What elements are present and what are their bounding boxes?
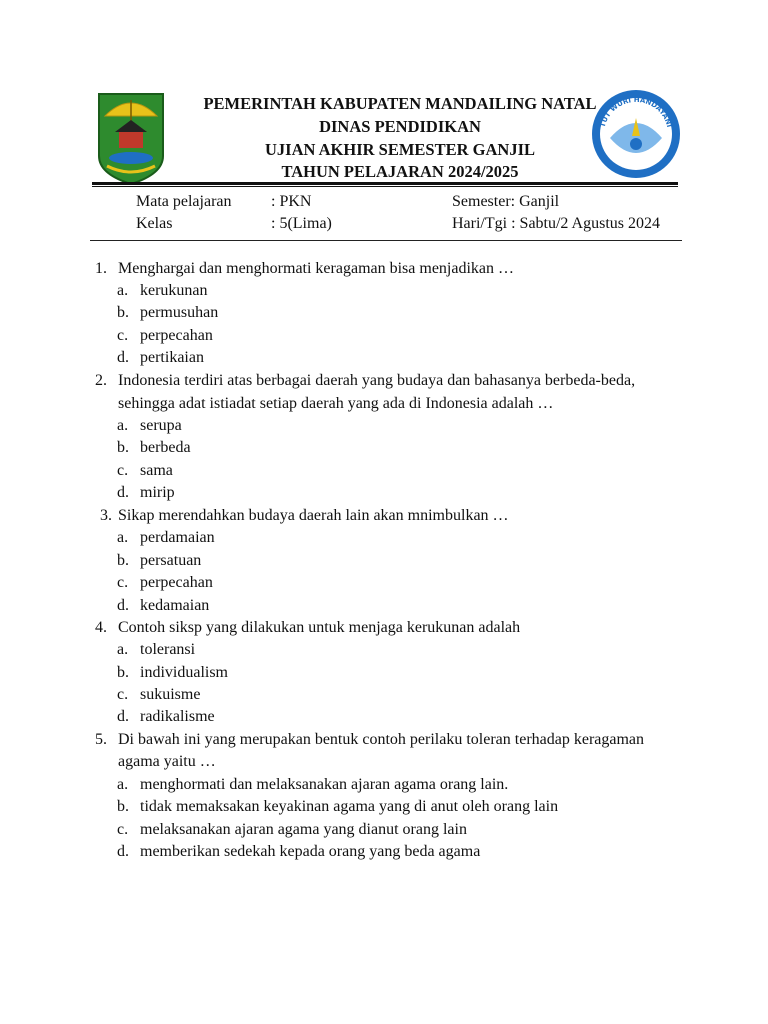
option-text: perpecahan [140, 574, 213, 591]
meta-divider [90, 240, 682, 241]
option-text: permusuhan [140, 304, 219, 321]
option-letter: d. [117, 843, 129, 860]
option-text: berbeda [140, 439, 191, 456]
option-text: menghormati dan melaksanakan ajaran agama orang lain. [140, 776, 509, 793]
option-text: melaksanakan ajaran agama yang dianut orang lain [140, 821, 467, 838]
class-value: : 5(Lima) [271, 215, 332, 232]
header-divider-thin [92, 186, 678, 187]
option-text: perdamaian [140, 529, 215, 546]
option-letter: a. [117, 776, 129, 793]
option-letter: d. [117, 484, 129, 501]
question-text: Indonesia terdiri atas berbagai daerah yang budaya dan bahasanya berbeda-beda, [118, 372, 636, 389]
option-letter: b. [117, 798, 129, 815]
option-text: kedamaian [140, 597, 210, 614]
option-letter: a. [117, 282, 129, 299]
question-number: 4. [95, 619, 107, 636]
option-letter: b. [117, 439, 129, 456]
option-letter: c. [117, 574, 129, 591]
option-text: persatuan [140, 552, 202, 569]
question-text: Di bawah ini yang merupakan bentuk contoh perilaku toleran terhadap keragaman [118, 731, 645, 748]
option-letter: d. [117, 597, 129, 614]
option-letter: c. [117, 462, 129, 479]
question-number: 3. [100, 507, 112, 524]
question-text: Menghargai dan menghormati keragaman bisa menjadikan … [118, 260, 515, 277]
header-exam-title: UJIAN AKHIR SEMESTER GANJIL [264, 140, 535, 159]
option-letter: d. [117, 349, 129, 366]
subject-value: : PKN [271, 193, 312, 210]
header-school-year: TAHUN PELAJARAN 2024/2025 [281, 162, 519, 181]
option-text: sukuisme [140, 686, 201, 703]
option-text: radikalisme [140, 708, 215, 725]
option-letter: b. [117, 552, 129, 569]
option-text: serupa [140, 417, 182, 434]
question-number: 2. [95, 372, 107, 389]
option-letter: b. [117, 664, 129, 681]
question-text-continued: agama yaitu … [118, 753, 216, 770]
header-divider-thick [92, 182, 678, 185]
class-label: Kelas [136, 215, 173, 232]
question-number: 1. [95, 260, 107, 277]
subject-label: Mata pelajaran [136, 193, 232, 210]
logo-motto-text: TUT WURI HANDAYANI [598, 95, 674, 129]
option-text: mirip [140, 484, 175, 501]
semester-info: Semester: Ganjil [452, 193, 560, 210]
date-info: Hari/Tgi : Sabtu/2 Agustus 2024 [452, 215, 660, 232]
option-text: kerukunan [140, 282, 208, 299]
option-text: sama [140, 462, 173, 479]
option-text: memberikan sedekah kepada orang yang beda agama [140, 843, 481, 860]
option-letter: a. [117, 529, 129, 546]
option-letter: d. [117, 708, 129, 725]
option-letter: a. [117, 641, 129, 658]
option-text: tidak memaksakan keyakinan agama yang di anut oleh orang lain [140, 798, 559, 815]
option-text: individualism [140, 664, 228, 681]
question-text: Contoh siksp yang dilakukan untuk menjaga kerukunan adalah [118, 619, 521, 636]
question-text: Sikap merendahkan budaya daerah lain akan mnimbulkan … [118, 507, 509, 524]
header-government: PEMERINTAH KABUPATEN MANDAILING NATAL [203, 94, 597, 113]
option-letter: b. [117, 304, 129, 321]
option-letter: a. [117, 417, 129, 434]
option-letter: c. [117, 327, 129, 344]
header-department: DINAS PENDIDIKAN [319, 117, 481, 136]
question-number: 5. [95, 731, 107, 748]
option-letter: c. [117, 821, 129, 838]
question-text-continued: sehingga adat istiadat setiap daerah yang ada di Indonesia adalah … [118, 395, 554, 412]
option-text: perpecahan [140, 327, 213, 344]
option-text: toleransi [140, 641, 196, 658]
option-text: pertikaian [140, 349, 204, 366]
option-letter: c. [117, 686, 129, 703]
